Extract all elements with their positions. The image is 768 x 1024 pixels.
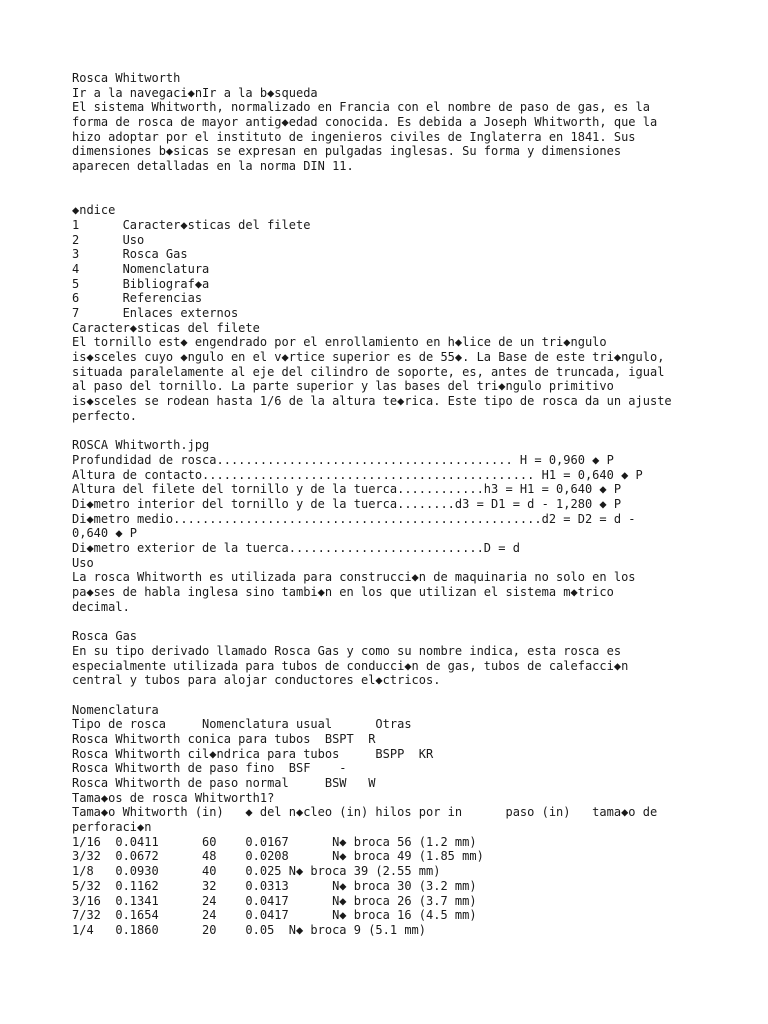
filete-line: is◆sceles se rodean hasta 1/6 de la altura te◆rica. Este tipo de rosca da un ajuste [72, 394, 672, 409]
image-caption: ROSCA Whitworth.jpg [72, 438, 210, 453]
intro-line: dimensiones b◆sicas se expresan en pulgadas inglesas. Su forma y dimensiones [72, 144, 622, 159]
gas-line: especialmente utilizada para tubos de conducci◆n de gas, tubos de calefacci◆n [72, 658, 629, 673]
sizes-row: 3/32 0.0672 48 0.0208 N◆ broca 49 (1.85 mm) [72, 849, 484, 864]
formula-line: Altura de contacto.............................................. H1 = 0,640 ◆ P [72, 467, 643, 482]
section-heading-filete: Caracter◆sticas del filete [72, 320, 260, 335]
formula-line: Di◆metro medio...................................................d2 = D2 = d - [72, 511, 636, 526]
intro-line: El sistema Whitworth, normalizado en Francia con el nombre de paso de gas, es la [72, 100, 650, 115]
nomenclature-row: Rosca Whitworth de paso normal BSW W [72, 776, 376, 790]
sizes-row: 1/4 0.1860 20 0.05 N◆ broca 9 (5.1 mm) [72, 922, 427, 937]
sizes-row: 7/32 0.1654 24 0.0417 N◆ broca 16 (4.5 mm) [72, 908, 477, 923]
formula-line: 0,640 ◆ P [72, 526, 138, 541]
index-item[interactable]: 2 Uso [72, 232, 145, 247]
sizes-row: 1/16 0.0411 60 0.0167 N◆ broca 56 (1.2 mm) [72, 834, 477, 849]
section-heading-nomenclatura: Nomenclatura [72, 702, 159, 717]
formula-line: Profundidad de rosca......................................... H = 0,960 ◆ P [72, 452, 614, 467]
nomenclature-row: Rosca Whitworth de paso fino BSF - [72, 761, 347, 776]
index-item[interactable]: 3 Rosca Gas [72, 247, 188, 262]
section-heading-uso: Uso [72, 555, 94, 570]
uso-line: pa◆ses de habla inglesa sino tambi◆n en los que utilizan el sistema m◆trico [72, 585, 614, 600]
index-item[interactable]: 6 Referencias [72, 291, 203, 306]
document-title: Rosca Whitworth [72, 71, 181, 85]
filete-line: El tornillo est◆ engendrado por el enrollamiento en h◆lice de un tri◆ngulo [72, 335, 607, 350]
intro-line: hizo adoptar por el instituto de ingenieros civiles de Inglaterra en 1841. Sus [72, 129, 636, 144]
nomenclature-row: Tipo de rosca Nomenclatura usual Otras [72, 717, 412, 732]
formula-line: Di◆metro exterior de la tuerca...........................D = d [72, 541, 520, 555]
sizes-heading: Tama◆os de rosca Whitworth1? [72, 790, 275, 805]
index-item[interactable]: 5 Bibliograf◆a [72, 276, 210, 291]
formula-line: Altura del filete del tornillo y de la tuerca............h3 = H1 = 0,640 ◆ P [72, 482, 622, 497]
document-page [72, 71, 712, 938]
filete-line: is◆sceles cuyo ◆ngulo en el v◆rtice superior es de 55◆. La Base de este tri◆ngulo, [72, 350, 665, 365]
sizes-row: 3/16 0.1341 24 0.0417 N◆ broca 26 (3.7 mm) [72, 893, 477, 908]
filete-line: al paso del tornillo. La parte superior y las bases del tri◆ngulo primitivo [72, 379, 614, 394]
sizes-row: perforaci◆n [72, 820, 152, 835]
nomenclature-row: Rosca Whitworth conica para tubos BSPT R [72, 731, 376, 746]
sizes-row: 1/8 0.0930 40 0.025 N◆ broca 39 (2.55 mm) [72, 864, 441, 879]
index-item[interactable]: 7 Enlaces externos [72, 306, 239, 320]
index-item[interactable]: 1 Caracter◆sticas del filete [72, 217, 311, 232]
navigation-links[interactable]: Ir a la navegaci◆nIr a la b◆squeda [72, 85, 318, 100]
filete-line: perfecto. [72, 408, 138, 423]
sizes-row: Tama◆o Whitworth (in) ◆ del n◆cleo (in) hilos por in paso (in) tama◆o de [72, 805, 658, 820]
nomenclature-row: Rosca Whitworth cil◆ndrica para tubos BSPP KR [72, 746, 434, 761]
intro-line: forma de rosca de mayor antig◆edad conocida. Es debida a Joseph Whitworth, que la [72, 115, 658, 130]
uso-line: decimal. [72, 599, 130, 614]
gas-line: En su tipo derivado llamado Rosca Gas y como su nombre indica, esta rosca es [72, 643, 622, 658]
gas-line: central y tubos para alojar conductores el◆ctricos. [72, 673, 441, 688]
formula-line: Di◆metro interior del tornillo y de la tuerca........d3 = D1 = d - 1,280 ◆ P [72, 496, 622, 511]
section-heading-gas: Rosca Gas [72, 629, 138, 644]
index-item[interactable]: 4 Nomenclatura [72, 261, 210, 276]
uso-line: La rosca Whitworth es utilizada para construcci◆n de maquinaria no solo en los [72, 570, 636, 585]
filete-line: situada paralelamente al eje del cilindro de soporte, es, antes de truncada, igual [72, 364, 665, 379]
intro-line: aparecen detalladas en la norma DIN 11. [72, 159, 354, 174]
index-heading: ◆ndice [72, 203, 116, 218]
sizes-row: 5/32 0.1162 32 0.0313 N◆ broca 30 (3.2 mm) [72, 878, 477, 893]
